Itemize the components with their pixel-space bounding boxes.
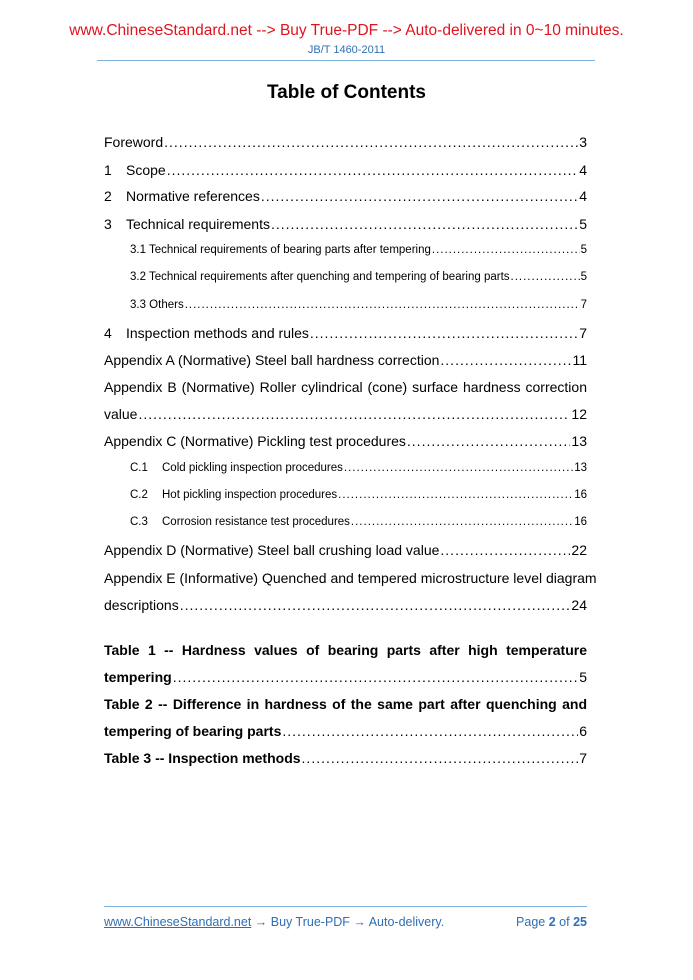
toc-page: 6 — [579, 723, 587, 739]
toc-label: Appendix D (Normative) Steel ball crushing load value — [104, 542, 440, 558]
toc-page: 7 — [579, 750, 587, 766]
footer-left — [104, 915, 444, 929]
page-number: 2 — [548, 915, 556, 929]
toc-page: 16 — [574, 489, 587, 501]
toc-label: Appendix A (Normative) Steel ball hardness correction — [104, 352, 440, 368]
toc-page: 11 — [572, 352, 587, 368]
toc-number: 4 — [104, 325, 112, 341]
dot-leader — [432, 244, 580, 256]
toc-entry[interactable] — [104, 325, 587, 341]
toc-page: 13 — [574, 462, 587, 474]
toc-entry[interactable] — [104, 162, 587, 178]
table-entry-line1[interactable]: Table 1 -- Hardness values of bearing parts after high temperature — [104, 642, 587, 658]
toc-subentry[interactable] — [130, 489, 587, 501]
toc-entry[interactable] — [104, 352, 587, 368]
toc-entry-line1[interactable]: Appendix E (Informative) Quenched and tempered microstructure level diagram — [104, 570, 597, 586]
table-entry[interactable] — [104, 669, 587, 685]
dot-leader — [310, 325, 578, 341]
dot-leader — [302, 750, 579, 766]
table-entry[interactable] — [104, 723, 587, 739]
toc-label: Cold pickling inspection procedures — [162, 462, 343, 474]
toc-entry[interactable] — [104, 433, 587, 449]
toc-page: 22 — [571, 542, 587, 558]
toc-number: 1 — [104, 162, 112, 178]
toc-subentry[interactable] — [130, 462, 587, 474]
toc-entry[interactable] — [104, 542, 587, 558]
toc-page: 24 — [571, 597, 587, 613]
toc-label: Inspection methods and rules — [126, 325, 309, 341]
toc-page: 13 — [571, 433, 587, 449]
toc-page: 5 — [580, 244, 587, 256]
toc-label: Table 3 -- Inspection methods — [104, 750, 301, 766]
footer-link[interactable]: www.ChineseStandard.net — [104, 915, 252, 929]
dot-leader — [511, 271, 580, 283]
toc-number: C.2 — [130, 489, 148, 501]
dot-leader — [167, 162, 579, 178]
toc-number: C.1 — [130, 462, 148, 474]
toc-entry[interactable] — [104, 188, 587, 204]
dot-leader — [344, 462, 573, 474]
toc-entry[interactable] — [104, 406, 587, 422]
dot-leader — [338, 489, 573, 501]
toc-page: 4 — [579, 162, 587, 178]
toc-entry-line1[interactable]: Appendix B (Normative) Roller cylindrical (cone) surface hardness correction — [104, 379, 587, 395]
dot-leader — [164, 134, 578, 150]
toc-label: Hot pickling inspection procedures — [162, 489, 338, 501]
footer-text: → Buy True-PDF → Auto-delivery. — [251, 915, 445, 929]
dot-leader — [282, 723, 578, 739]
toc-label: value — [104, 406, 138, 422]
toc-number: C.3 — [130, 516, 148, 528]
toc-label: Corrosion resistance test procedures — [162, 516, 350, 528]
page-label: Page — [516, 915, 546, 929]
toc-page: 3 — [579, 134, 587, 150]
toc-subentry[interactable] — [130, 299, 587, 311]
page-indicator — [516, 915, 587, 929]
page-title: Table of Contents — [266, 82, 427, 103]
toc-page: 5 — [579, 669, 587, 685]
header-divider — [97, 60, 595, 61]
dot-leader — [138, 406, 570, 422]
toc-subentry[interactable] — [130, 244, 587, 256]
toc-entry[interactable] — [104, 134, 587, 150]
toc-label: tempering — [104, 669, 172, 685]
table-entry[interactable] — [104, 750, 587, 766]
dot-leader — [271, 216, 578, 232]
toc-label: Foreword — [104, 134, 164, 150]
toc-label: Normative references — [126, 188, 260, 204]
toc-label: 3.3 Others — [130, 299, 184, 311]
dot-leader — [407, 433, 571, 449]
footer — [104, 915, 587, 929]
toc-subentry[interactable] — [130, 516, 587, 528]
toc-page: 5 — [579, 216, 587, 232]
page-of: of — [559, 915, 570, 929]
toc-page: 7 — [580, 299, 587, 311]
footer-divider — [104, 906, 587, 907]
toc-label: tempering of bearing parts — [104, 723, 282, 739]
dot-leader — [440, 542, 570, 558]
toc-entry[interactable] — [104, 216, 587, 232]
toc-page: 12 — [571, 406, 587, 422]
table-entry-line1[interactable]: Table 2 -- Difference in hardness of the same part after quenching and — [104, 696, 587, 712]
toc-number: 2 — [104, 188, 112, 204]
toc-label: Appendix C (Normative) Pickling test procedures — [104, 433, 406, 449]
toc-entry[interactable] — [104, 597, 587, 613]
toc-label: Scope — [126, 162, 166, 178]
watermark-banner[interactable]: www.ChineseStandard.net --> Buy True-PDF --> Auto-delivered in 0~10 minutes. — [69, 22, 624, 39]
page-total: 25 — [573, 915, 587, 929]
dot-leader — [180, 597, 571, 613]
toc-label: 3.1 Technical requirements of bearing parts after tempering — [130, 244, 431, 256]
toc-label: descriptions — [104, 597, 179, 613]
dot-leader — [351, 516, 573, 528]
toc-label: 3.2 Technical requirements after quenching and tempering of bearing parts — [130, 271, 510, 283]
toc-label: Technical requirements — [126, 216, 270, 232]
toc-page: 16 — [574, 516, 587, 528]
toc-subentry[interactable] — [130, 271, 587, 283]
toc-page: 4 — [579, 188, 587, 204]
dot-leader — [261, 188, 578, 204]
dot-leader — [173, 669, 579, 685]
toc-number: 3 — [104, 216, 112, 232]
toc-page: 7 — [579, 325, 587, 341]
toc-page: 5 — [580, 271, 587, 283]
standard-header: JB/T 1460-2011 — [307, 44, 386, 56]
dot-leader — [185, 299, 580, 311]
dot-leader — [440, 352, 571, 368]
